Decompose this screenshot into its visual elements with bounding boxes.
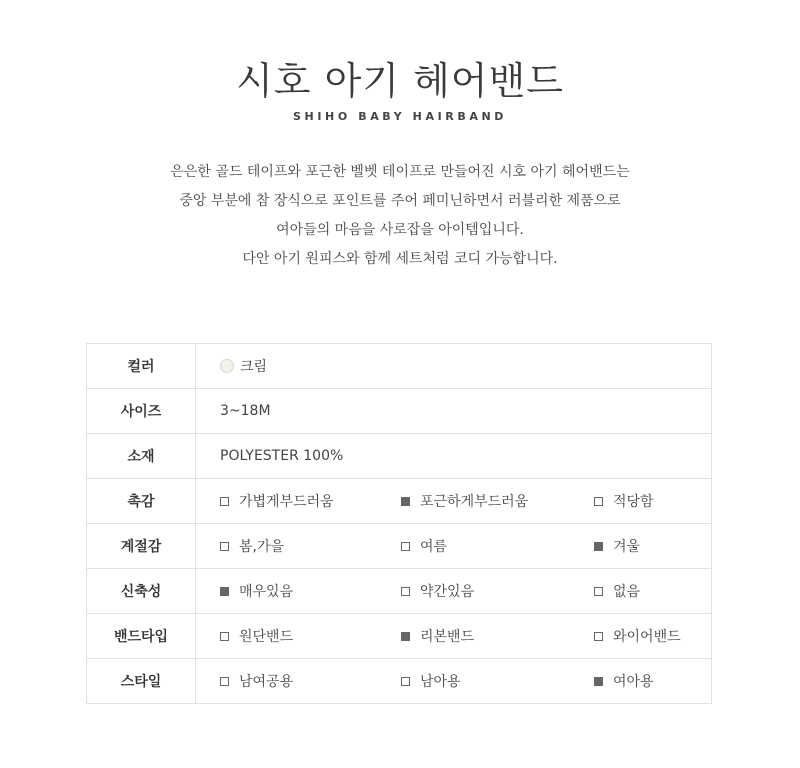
- option-item: [401, 524, 447, 568]
- option-label: 봄,가을: [239, 539, 285, 555]
- spec-row-option: [87, 659, 712, 704]
- unchecked-square-icon: [594, 497, 603, 506]
- description-line: 중앙 부분에 참 장식으로 포인트를 주어 페미닌하면서 러블리한 제품으로: [179, 193, 621, 209]
- option-item: [401, 479, 528, 523]
- option-item: [220, 659, 293, 703]
- spec-options: [196, 479, 712, 524]
- spec-label: 사이즈: [87, 389, 196, 434]
- unchecked-square-icon: [401, 542, 410, 551]
- spec-row-material: [87, 434, 712, 479]
- unchecked-square-icon: [220, 497, 229, 506]
- option-label: 남아용: [420, 674, 461, 690]
- unchecked-square-icon: [401, 587, 410, 596]
- option-group: [196, 479, 711, 523]
- checked-square-icon: [401, 632, 410, 641]
- option-item: [594, 524, 640, 568]
- unchecked-square-icon: [220, 677, 229, 686]
- product-subtitle: SHIHO BABY HAIRBAND: [293, 110, 507, 123]
- option-group: [196, 569, 711, 613]
- product-description: [0, 158, 800, 274]
- option-item: [401, 659, 461, 703]
- option-label: 포근하게부드러움: [420, 494, 529, 510]
- option-item: [220, 479, 334, 523]
- option-label: 리본밴드: [420, 629, 475, 645]
- option-item: [220, 614, 293, 658]
- spec-row-option: [87, 569, 712, 614]
- option-rows: [87, 479, 712, 704]
- spec-table: [86, 343, 712, 704]
- option-group: [196, 524, 711, 568]
- spec-label: 소재: [87, 434, 196, 479]
- spec-value: POLYESTER 100%: [196, 434, 712, 479]
- spec-row-size: [87, 389, 712, 434]
- spec-options: [196, 524, 712, 569]
- spec-options: [196, 659, 712, 704]
- spec-label: 계절감: [87, 524, 196, 569]
- checked-square-icon: [594, 677, 603, 686]
- spec-options: [196, 569, 712, 614]
- option-item: [594, 569, 640, 613]
- option-label: 원단밴드: [239, 629, 294, 645]
- unchecked-square-icon: [220, 632, 229, 641]
- option-item: [401, 614, 474, 658]
- option-group: [196, 614, 711, 658]
- spec-row-option: [87, 479, 712, 524]
- description-line: 다안 아기 원피스와 함께 세트처럼 코디 가능합니다.: [242, 251, 558, 267]
- spec-label: 촉감: [87, 479, 196, 524]
- option-label: 적당함: [613, 494, 654, 510]
- spec-row-option: [87, 614, 712, 659]
- option-label: 매우있음: [239, 584, 294, 600]
- option-item: [401, 569, 474, 613]
- unchecked-square-icon: [220, 542, 229, 551]
- option-item: [220, 569, 293, 613]
- description-line: 은은한 골드 테이프와 포근한 벨벳 테이프로 만들어진 시호 아기 헤어밴드는: [170, 164, 630, 180]
- option-label: 없음: [613, 584, 641, 600]
- option-label: 겨울: [613, 539, 641, 555]
- option-label: 남여공용: [239, 674, 294, 690]
- checked-square-icon: [220, 587, 229, 596]
- spec-row-option: [87, 524, 712, 569]
- description-line: 여아들의 마음을 사로잡을 아이템입니다.: [276, 222, 524, 238]
- spec-value: [196, 344, 712, 389]
- unchecked-square-icon: [594, 587, 603, 596]
- unchecked-square-icon: [401, 677, 410, 686]
- option-group: [196, 659, 711, 703]
- checked-square-icon: [594, 542, 603, 551]
- option-item: [220, 524, 284, 568]
- option-label: 가볍게부드러움: [239, 494, 334, 510]
- option-label: 여름: [420, 539, 448, 555]
- option-item: [594, 479, 654, 523]
- color-swatch-icon: [220, 359, 234, 373]
- option-item: [594, 659, 654, 703]
- checked-square-icon: [401, 497, 410, 506]
- unchecked-square-icon: [594, 632, 603, 641]
- spec-row-color: [87, 344, 712, 389]
- spec-value: 3~18M: [196, 389, 712, 434]
- color-name: 크림: [240, 359, 268, 375]
- option-label: 여아용: [613, 674, 654, 690]
- option-item: [594, 614, 681, 658]
- option-label: 와이어밴드: [613, 629, 681, 645]
- option-label: 약간있음: [420, 584, 475, 600]
- spec-options: [196, 614, 712, 659]
- spec-label: 신축성: [87, 569, 196, 614]
- spec-label: 밴드타입: [87, 614, 196, 659]
- spec-label: 스타일: [87, 659, 196, 704]
- product-title: 시호 아기 헤어밴드: [236, 59, 564, 103]
- spec-label: 컬러: [87, 344, 196, 389]
